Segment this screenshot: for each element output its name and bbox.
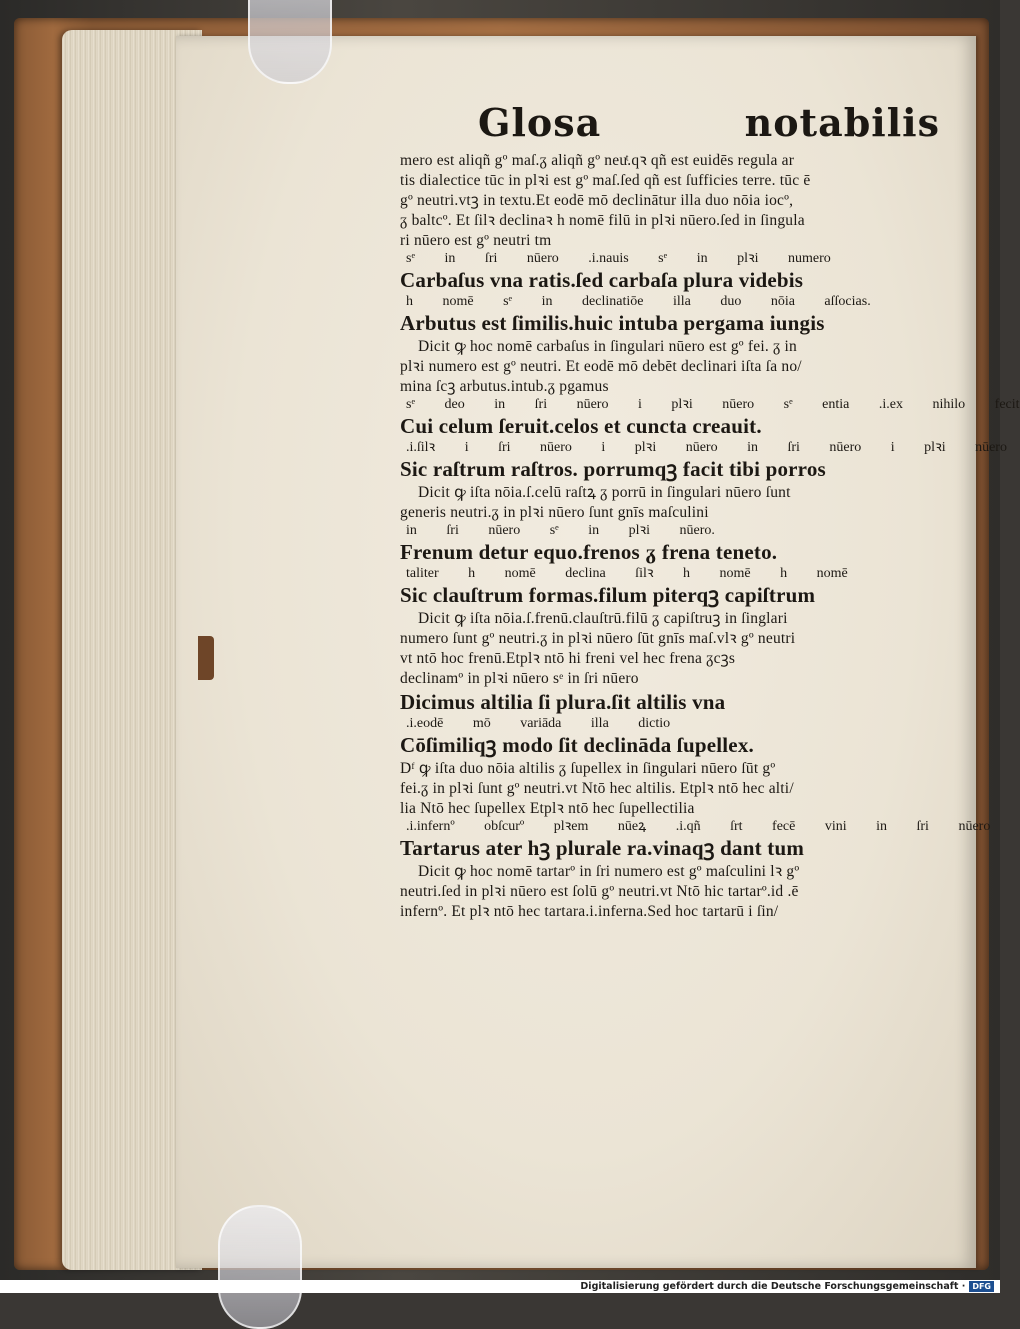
- verse-line: Sic clauſtrum formas.filum piterqꝫ capiſtrum: [400, 583, 816, 607]
- gloss-line: ri nūero est gº neutri tm: [400, 232, 552, 249]
- page-clip-bottom: [218, 1205, 302, 1329]
- gloss-line: mina ſcꝫ arbutus.intub.ᵹ pgamus: [400, 378, 609, 395]
- gloss-line: declinamº in plꝛi nūero sᵉ in ſri nūero: [400, 670, 639, 687]
- gloss-line: Dicit ꝙ iſta nōia.ſ.celū raſtꝝ ᵹ porrū in ſingulari nūero ſunt: [418, 484, 791, 501]
- verse-line: Dicimus altilia ſi plura.ſit altilis vna: [400, 690, 726, 714]
- gloss-line: Dicit ꝙ hoc nomē carbaſus in ſingulari nūero est gº fei. ᵹ in: [418, 338, 798, 355]
- gloss-line: gº neutri.vtꝫ in textu.Et eodē mō declinātur illa duo nōia iocº,: [400, 192, 794, 209]
- interlinear-line: sᵉ in ſri nūero .i.nauis sᵉ in plꝛi numero: [406, 251, 831, 266]
- verse-line: Carbaſus vna ratis.ſed carbaſa plura videbis: [400, 268, 804, 292]
- gloss-line: plꝛi numero est gº neutri. Et eodē mō debēt declinari iſta ſa no/: [400, 358, 802, 375]
- gloss-line: Dᶠ ꝙ iſta duo nōia altilis ᵹ ſupellex in ſingulari nūero ſūt gº: [400, 760, 776, 777]
- page-clip-top: [248, 0, 332, 84]
- gloss-line: lia Ntō hec ſupellex Etplꝛ ntō hec ſupellectilia: [400, 800, 695, 817]
- verse-line: Frenum detur equo.frenos ᵹ frena teneto.: [400, 540, 778, 564]
- verse-line: Cōſimiliqꝫ modo ſit declināda ſupellex.: [400, 733, 754, 757]
- footer-credit: Digitalisierung gefördert durch die Deutsche Forschungsgemeinschaft ·: [580, 1281, 966, 1292]
- interlinear-line: taliter h nomē declina ſilꝛ h nomē h nomē: [406, 566, 848, 581]
- interlinear-line: in ſri nūero sᵉ in plꝛi nūero.: [406, 523, 715, 538]
- gloss-line: neutri.ſed in plꝛi nūero est ſolū gº neutri.vt Ntō hic tartarº.id .ē: [400, 883, 799, 900]
- gloss-line: Dicit ꝙ iſta nōia.ſ.frenū.clauſtrū.filū ᵹ capiſtruꝫ in ſinglari: [418, 610, 788, 627]
- gloss-line: fei.ᵹ in plꝛi ſunt gº neutri.vt Ntō hec altilis. Etplꝛ ntō hec alti/: [400, 780, 794, 797]
- text-lines: [400, 151, 1020, 922]
- gloss-line: vt ntō hoc frenū.Etplꝛ ntō hi freni vel hec frena ᵹcꝫs: [400, 650, 736, 667]
- interlinear-line: .i.eodē mō variāda illa dictio: [406, 716, 671, 731]
- gloss-line: tis dialectice tūc in plꝛi est gº maſ.ſed qñ est ſufficies terre. tūc ē: [400, 172, 811, 189]
- cover-notch: [198, 636, 214, 680]
- gloss-line: generis neutri.ᵹ in plꝛi nūero ſunt gnīs maſculini: [400, 504, 709, 521]
- interlinear-line: .i.infernº obſcurº plꝛem nūeꝝ .i.qñ ſrt fecē vini in ſri nūero: [406, 819, 991, 834]
- verse-line: Tartarus ater hꝫ plurale ra.vinaqꝫ dant tum: [400, 836, 805, 860]
- verse-line: Cui celum ſeruit.celos et cuncta creauit.: [400, 414, 762, 438]
- gloss-line: Dicit ꝙ hoc nomē tartarº in ſri numero est gº maſculini lꝛ gº: [418, 863, 800, 880]
- page-text: [400, 100, 1020, 922]
- digitization-footer: [0, 1280, 1000, 1293]
- gloss-line: ᵹ baltcº. Et ſilꝛ declinaꝛ h nomē filū in plꝛi nūero.ſed in ſingula: [400, 212, 805, 229]
- header-left: Glosa: [478, 100, 602, 145]
- verse-line: Sic raſtrum raſtros. porrumqꝫ facit tibi porros: [400, 457, 826, 481]
- gloss-line: mero est aliqñ gº maſ.ᵹ aliqñ gº neuͭ.qꝛ qñ est euidēs regula ar: [400, 152, 795, 169]
- header-right: notabilis: [744, 100, 940, 145]
- running-header: [478, 100, 940, 145]
- interlinear-line: .i.ſilꝛ i ſri nūero i plꝛi nūero in ſri nūero i plꝛi nūero: [406, 440, 1007, 455]
- dfg-logo: DFG: [969, 1281, 994, 1292]
- gloss-line: numero ſunt gº neutri.ᵹ in plꝛi nūero ſūt gnīs maſ.vlꝛ gº neutri: [400, 630, 796, 647]
- verse-line: Arbutus est ſimilis.huic intuba pergama iungis: [400, 311, 825, 335]
- interlinear-line: h nomē sᵉ in declinatiōe illa duo nōia aſſocias.: [406, 294, 871, 309]
- interlinear-line: sᵉ deo in ſri nūero i plꝛi nūero sᵉ entia .i.ex nihilo fecit: [406, 397, 1020, 412]
- gloss-line: infernº. Et plꝛ ntō hec tartara.i.inferna.Sed hoc tartarū i ſin/: [400, 903, 779, 920]
